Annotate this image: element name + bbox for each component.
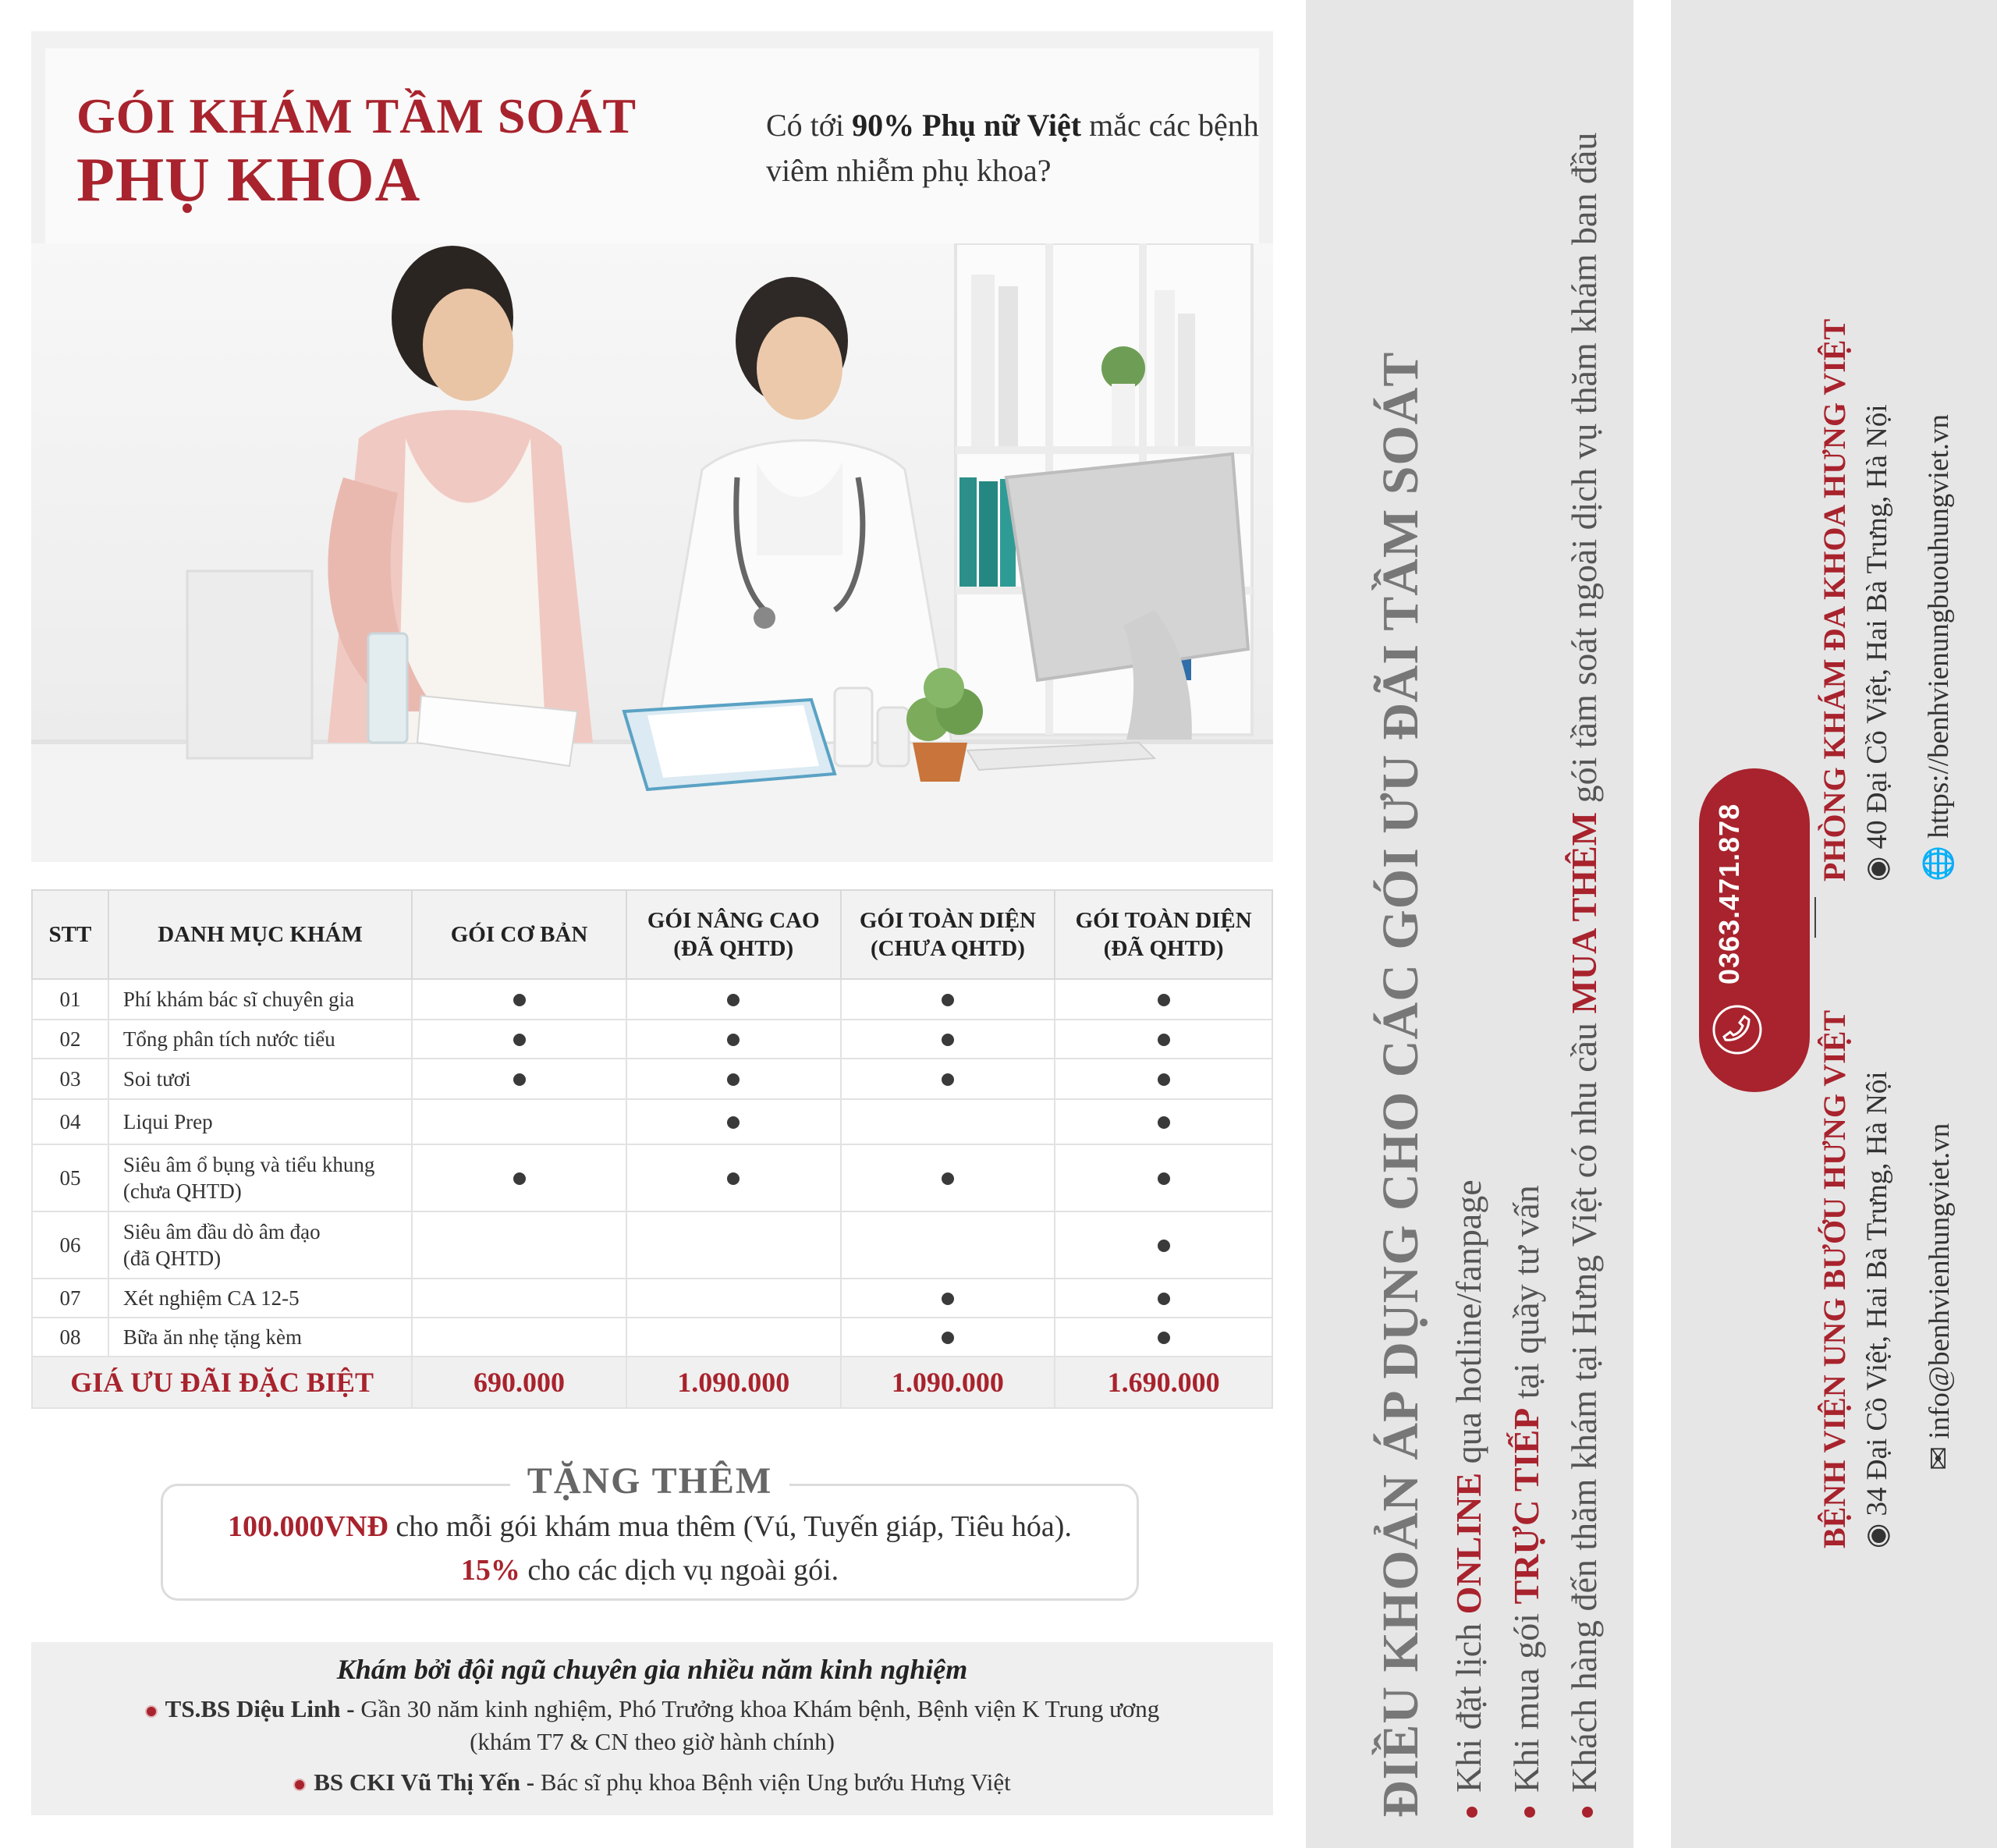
col-header-stt: STT <box>32 890 108 979</box>
included-dot-icon <box>1158 1293 1170 1305</box>
table-row <box>32 1020 1272 1059</box>
row-item-text: Siêu âm đầu dò âm đạo <box>122 1220 321 1243</box>
hospital-name: BỆNH VIỆN UNG BƯỚU HƯNG VIỆT <box>1817 1009 1852 1548</box>
experts-box <box>31 1642 1273 1815</box>
row-item-text: Soi tươi <box>122 1067 191 1091</box>
row-mark-cell <box>841 1020 1055 1059</box>
row-mark-cell <box>412 1099 626 1144</box>
expert-1 <box>31 1695 1273 1723</box>
experts-title: Khám bởi đội ngũ chuyên gia nhiều năm kinh nghiệm <box>336 1654 968 1685</box>
table-row <box>32 1059 1272 1099</box>
row-mark-cell <box>626 1144 841 1211</box>
col-header-full-b-l1: GÓI TOÀN DIỆN <box>1075 908 1252 933</box>
table-row <box>32 1279 1272 1318</box>
bonus-line-1 <box>163 1509 1137 1544</box>
included-dot-icon <box>727 1116 740 1129</box>
included-dot-icon <box>942 1172 954 1185</box>
clinic-address: 40 Đại Cồ Việt, Hai Bà Trưng, Hà Nội <box>1861 404 1893 850</box>
row-item <box>108 1318 412 1357</box>
included-dot-icon <box>513 1034 526 1046</box>
hospital-email-line[interactable] <box>1922 1123 1956 1470</box>
row-item <box>108 1020 412 1059</box>
row-stt: 06 <box>32 1211 108 1279</box>
bullet-icon <box>293 1779 306 1791</box>
bonus-title-wrap <box>163 1460 1137 1502</box>
tagline-prefix: Có tới <box>766 108 853 143</box>
term-3-pre: Khách hàng đến thăm khám tại Hưng Việt có nhu cầu <box>1564 1013 1604 1793</box>
row-mark-cell <box>1055 1279 1272 1318</box>
table-header-row <box>32 890 1272 979</box>
expert-1-desc: Gần 30 năm kinh nghiệm, Phó Trưởng khoa Khám bệnh, Bệnh viện K Trung ương <box>360 1695 1160 1722</box>
col-header-full-a <box>841 890 1055 979</box>
term-1-em: ONLINE <box>1449 1472 1488 1615</box>
row-item <box>108 979 412 1020</box>
row-item-text: Xét nghiệm CA 12-5 <box>122 1286 300 1310</box>
row-stt: 05 <box>32 1144 108 1211</box>
included-dot-icon <box>1158 1116 1170 1129</box>
expert-2 <box>31 1768 1273 1797</box>
row-mark-cell <box>412 1020 626 1059</box>
tagline <box>766 103 1265 193</box>
term-3 <box>1563 133 1605 1818</box>
row-stt: 08 <box>32 1318 108 1357</box>
expert-2-desc: Bác sĩ phụ khoa Bệnh viện Ung bướu Hưng Việt <box>540 1768 1011 1796</box>
price-label: GIÁ ƯU ĐÃI ĐẶC BIỆT <box>32 1357 412 1408</box>
row-mark-cell <box>1055 1318 1272 1357</box>
bonus-line1-text: cho mỗi gói khám mua thêm (Vú, Tuyến giáp, Tiêu hóa). <box>388 1510 1072 1543</box>
row-mark-cell <box>412 1279 626 1318</box>
page-title-line2: PHỤ KHOA <box>76 146 421 215</box>
clinic-address-line <box>1860 404 1894 881</box>
term-2-post: tại quầy tư vấn <box>1506 1185 1546 1408</box>
row-item <box>108 1099 412 1144</box>
row-stt: 02 <box>32 1020 108 1059</box>
location-pin-icon: ◉ <box>1861 1523 1893 1548</box>
row-mark-cell <box>626 1020 841 1059</box>
row-item <box>108 1211 412 1279</box>
price-full-a: 1.090.000 <box>841 1357 1055 1408</box>
hospital-email[interactable]: info@benhvienhungviet.vn <box>1924 1123 1956 1439</box>
included-dot-icon <box>727 1034 740 1046</box>
row-item-note: (chưa QHTD) <box>122 1179 242 1203</box>
table-row <box>32 979 1272 1020</box>
row-mark-cell <box>626 1318 841 1357</box>
expert-1-note: (khám T7 & CN theo giờ hành chính) <box>470 1728 835 1755</box>
included-dot-icon <box>727 994 740 1006</box>
term-3-post: gói tầm soát ngoài dịch vụ thăm khám ban đầu <box>1564 132 1604 812</box>
term-1-post: qua hotline/fanpage <box>1449 1179 1488 1473</box>
col-header-full-b-l2: (ĐÃ QHTD) <box>1103 936 1224 961</box>
tagline-suffix: mắc các bệnh viêm nhiễm phụ khoa? <box>766 108 1259 188</box>
row-item-text: Siêu âm ổ bụng và tiểu khung <box>122 1153 375 1176</box>
contact-divider <box>1814 897 1816 938</box>
included-dot-icon <box>942 1332 954 1344</box>
bonus-line2-amount: 15% <box>460 1554 520 1587</box>
row-mark-cell <box>1055 1059 1272 1099</box>
photo-illustration <box>31 243 1273 862</box>
included-dot-icon <box>942 994 954 1006</box>
included-dot-icon <box>1158 1240 1170 1252</box>
phone-number[interactable]: 0363.471.878 <box>1713 803 1745 984</box>
bullet-icon <box>1467 1807 1477 1818</box>
tagline-bold: 90% Phụ nữ Việt <box>852 108 1082 143</box>
terms-panel <box>1306 0 1633 1848</box>
row-item-text: Phí khám bác sĩ chuyên gia <box>122 988 355 1011</box>
bullet-icon <box>1582 1807 1593 1818</box>
bonus-line2-text: cho các dịch vụ ngoài gói. <box>520 1554 839 1587</box>
term-2 <box>1506 1185 1547 1818</box>
table-row <box>32 1099 1272 1144</box>
col-header-advanced-l1: GÓI NÂNG CAO <box>647 908 820 933</box>
row-mark-cell <box>841 1099 1055 1144</box>
row-mark-cell <box>841 1144 1055 1211</box>
expert-2-name: BS CKI Vũ Thị Yến - <box>314 1768 541 1796</box>
row-mark-cell <box>412 1318 626 1357</box>
hospital-address: 34 Đại Cồ Việt, Hai Bà Trưng, Hà Nội <box>1861 1071 1893 1516</box>
row-mark-cell <box>412 1059 626 1099</box>
row-mark-cell <box>1055 979 1272 1020</box>
row-mark-cell <box>1055 1211 1272 1279</box>
table-row <box>32 1318 1272 1357</box>
row-item <box>108 1144 412 1211</box>
row-stt: 07 <box>32 1279 108 1318</box>
location-pin-icon: ◉ <box>1861 856 1893 881</box>
row-item-text: Tổng phân tích nước tiểu <box>122 1027 335 1051</box>
bonus-line1-amount: 100.000VNĐ <box>228 1510 388 1543</box>
bonus-line-2 <box>163 1553 1137 1587</box>
bullet-icon <box>1524 1807 1535 1818</box>
row-mark-cell <box>626 1059 841 1099</box>
row-mark-cell <box>626 979 841 1020</box>
contact-panel <box>1671 0 1997 1848</box>
row-item <box>108 1059 412 1099</box>
row-mark-cell <box>412 979 626 1020</box>
price-basic: 690.000 <box>412 1357 626 1408</box>
left-panel <box>31 31 1273 1818</box>
included-dot-icon <box>1158 1172 1170 1185</box>
bonus-box <box>161 1460 1139 1601</box>
row-mark-cell <box>1055 1144 1272 1211</box>
included-dot-icon <box>513 1172 526 1185</box>
row-mark-cell <box>841 1318 1055 1357</box>
term-2-pre: Khi mua gói <box>1506 1604 1546 1793</box>
header <box>45 48 1259 243</box>
expert-1-name: TS.BS Diệu Linh - <box>165 1695 361 1722</box>
col-header-full-a-l1: GÓI TOÀN DIỆN <box>859 908 1036 933</box>
row-stt: 01 <box>32 979 108 1020</box>
mail-icon: ✉ <box>1924 1445 1956 1470</box>
clinic-website[interactable]: https://benhvienungbuouhungviet.vn <box>1923 414 1955 839</box>
hospital-address-line <box>1860 1071 1894 1548</box>
row-stt: 03 <box>32 1059 108 1099</box>
globe-icon: 🌐 <box>1923 845 1955 881</box>
row-item-text: Bữa ăn nhẹ tặng kèm <box>122 1325 302 1349</box>
included-dot-icon <box>942 1073 954 1086</box>
row-mark-cell <box>412 1144 626 1211</box>
term-2-em: TRỰC TIẾP <box>1506 1407 1546 1605</box>
included-dot-icon <box>727 1073 740 1086</box>
terms-title: ĐIỀU KHOẢN ÁP DỤNG CHO CÁC GÓI ƯU ĐÃI TẦM SOÁT <box>1372 351 1429 1818</box>
row-mark-cell <box>1055 1099 1272 1144</box>
table-row <box>32 1211 1272 1279</box>
col-header-basic: GÓI CƠ BẢN <box>412 890 626 979</box>
exam-package-table <box>31 889 1273 1409</box>
col-header-full-b <box>1055 890 1272 979</box>
page-title-line1: GÓI KHÁM TẦM SOÁT <box>76 88 637 144</box>
row-mark-cell <box>626 1099 841 1144</box>
bonus-title: TẶNG THÊM <box>510 1460 789 1502</box>
row-item-note: (đã QHTD) <box>122 1247 222 1270</box>
term-3-em: MUA THÊM <box>1564 811 1604 1014</box>
col-header-full-a-l2: (CHƯA QHTD) <box>870 936 1025 961</box>
bullet-icon <box>145 1705 158 1718</box>
row-mark-cell <box>841 979 1055 1020</box>
price-advanced: 1.090.000 <box>626 1357 841 1408</box>
row-mark-cell <box>412 1211 626 1279</box>
term-1-pre: Khi đặt lịch <box>1449 1614 1488 1793</box>
row-mark-cell <box>841 1279 1055 1318</box>
included-dot-icon <box>942 1034 954 1046</box>
doctor-patient-photo <box>31 243 1273 862</box>
included-dot-icon <box>942 1293 954 1305</box>
clinic-name: PHÒNG KHÁM ĐA KHOA HƯNG VIỆT <box>1817 318 1852 881</box>
clinic-web-line[interactable] <box>1922 414 1956 881</box>
included-dot-icon <box>1158 1332 1170 1344</box>
table-row <box>32 1144 1272 1211</box>
included-dot-icon <box>1158 994 1170 1006</box>
term-1 <box>1448 1179 1489 1818</box>
col-header-advanced-l2: (ĐÃ QHTD) <box>673 936 794 961</box>
row-mark-cell <box>1055 1020 1272 1059</box>
row-mark-cell <box>841 1059 1055 1099</box>
row-item <box>108 1279 412 1318</box>
price-row <box>32 1357 1272 1408</box>
row-mark-cell <box>626 1211 841 1279</box>
row-mark-cell <box>841 1211 1055 1279</box>
row-item-text: Liqui Prep <box>122 1110 213 1133</box>
row-stt: 04 <box>32 1099 108 1144</box>
included-dot-icon <box>513 1073 526 1086</box>
row-mark-cell <box>626 1279 841 1318</box>
price-full-b: 1.690.000 <box>1055 1357 1272 1408</box>
col-header-advanced <box>626 890 841 979</box>
included-dot-icon <box>727 1172 740 1185</box>
included-dot-icon <box>1158 1073 1170 1086</box>
included-dot-icon <box>513 994 526 1006</box>
included-dot-icon <box>1158 1034 1170 1046</box>
phone-icon <box>1710 1002 1765 1057</box>
col-header-item: DANH MỤC KHÁM <box>108 890 412 979</box>
